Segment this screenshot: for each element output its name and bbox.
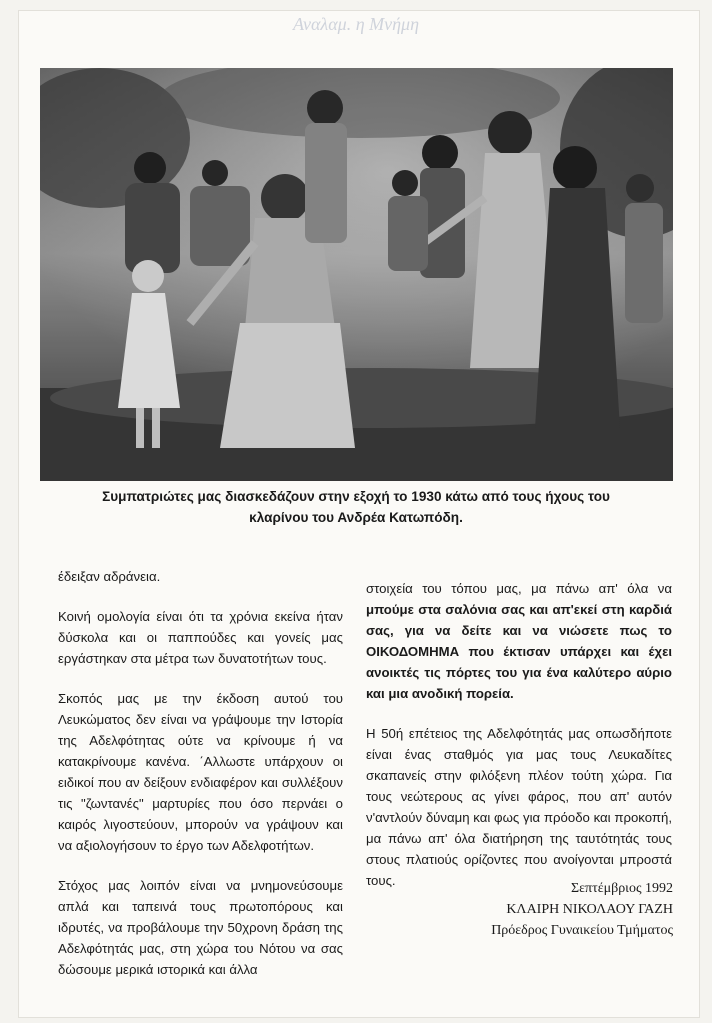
paragraph: έδειξαν αδράνεια. — [58, 569, 161, 584]
emphasized-text: μπούμε στα σαλόνια σας και απ'εκεί στη καρδιά σας, για να δείτε και να νιώσετε πως το ΟΙΚΟΔΟΜΗΜΑ που έκτισαν υπάρχει και έχει ανοικτές τις πόρτες του για ένα καλύτερο αύριο και μια ανοδική πορεία. — [366, 602, 672, 701]
photo-caption — [50, 486, 662, 528]
paragraph-lead: στοιχεία του τόπου μας, μα πάνω απ' όλα να — [366, 581, 672, 596]
paragraph: Κοινή ομολογία είναι ότι τα χρόνια εκείνα ήταν δύσκολα και οι παππούδες και γονείς μας εργάστηκαν στα μέτρα των δυνατοτήτων τους. — [58, 609, 343, 666]
caption-line-2: κλαρίνου του Ανδρέα Κατωπόδη. — [249, 510, 463, 525]
paragraph — [366, 578, 672, 704]
left-column — [58, 566, 343, 999]
paragraph: Στόχος μας λοιπόν είναι να μνημονεύσουμε απλά και ταπεινά τους πρωτοπόρους και ιδρυτές, να προβάλουμε την 50χρονη δράση της Αδελφότητάς μας, στη χώρα του Νότου να σας δώσουμε μερικά ιστορικά και άλλα — [58, 878, 343, 977]
caption-line-1: Συμπατριώτες μας διασκεδάζουν στην εξοχή το 1930 κάτω από τους ήχους του — [102, 489, 610, 504]
photo-illustration — [40, 68, 673, 481]
signature-name: ΚΛΑΙΡΗ ΝΙΚΟΛΑΟΥ ΓΑΖΗ — [506, 902, 673, 917]
paragraph: Η 50ή επέτειος της Αδελφότητάς μας οπωσδήποτε είναι ένας σταθμός για μας τους Λευκαδίτες σκαπανείς στην φιλόξενη πλέον τούτη χώρα. Για τους νεώτερους ας γίνει φάρος, που απ' αυτόν ν'αντλούν δύναμη και φως για πρόοδο και προκοπή, μα πάνω απ' όλα διατήρηση της ταυτότητάς τους στους πλατιούς ορίζοντες που ανοίγονται μπροστά τους. — [366, 726, 672, 888]
signature-block — [420, 878, 673, 941]
paragraph: Σκοπός μας με την έκδοση αυτού του Λευκώματος δεν είναι να γράψουμε την Ιστορία της Αδελφότητας ούτε να κρίνουμε ή να κατακρίνουμε κανένα. ΄Αλλωστε υπάρχουν οι ειδικοί που αν δείξουν ενδιαφέρον και συλλέξουν τις "ζωντανές" μαρτυρίες που όσο περνάει ο καιρός λιγοστεύουν, μπορούν να γράψουν και να αξιολογήσουν το έργο των Αδελφοτήτων. — [58, 691, 343, 853]
historical-photo — [40, 68, 673, 481]
signature-role: Πρόεδρος Γυναικείου Τμήματος — [491, 923, 673, 938]
signature-date: Σεπτέμβριος 1992 — [570, 881, 673, 896]
show-through-header: Αναλαμ. η Μνήμη — [292, 14, 420, 34]
right-column — [366, 578, 672, 910]
